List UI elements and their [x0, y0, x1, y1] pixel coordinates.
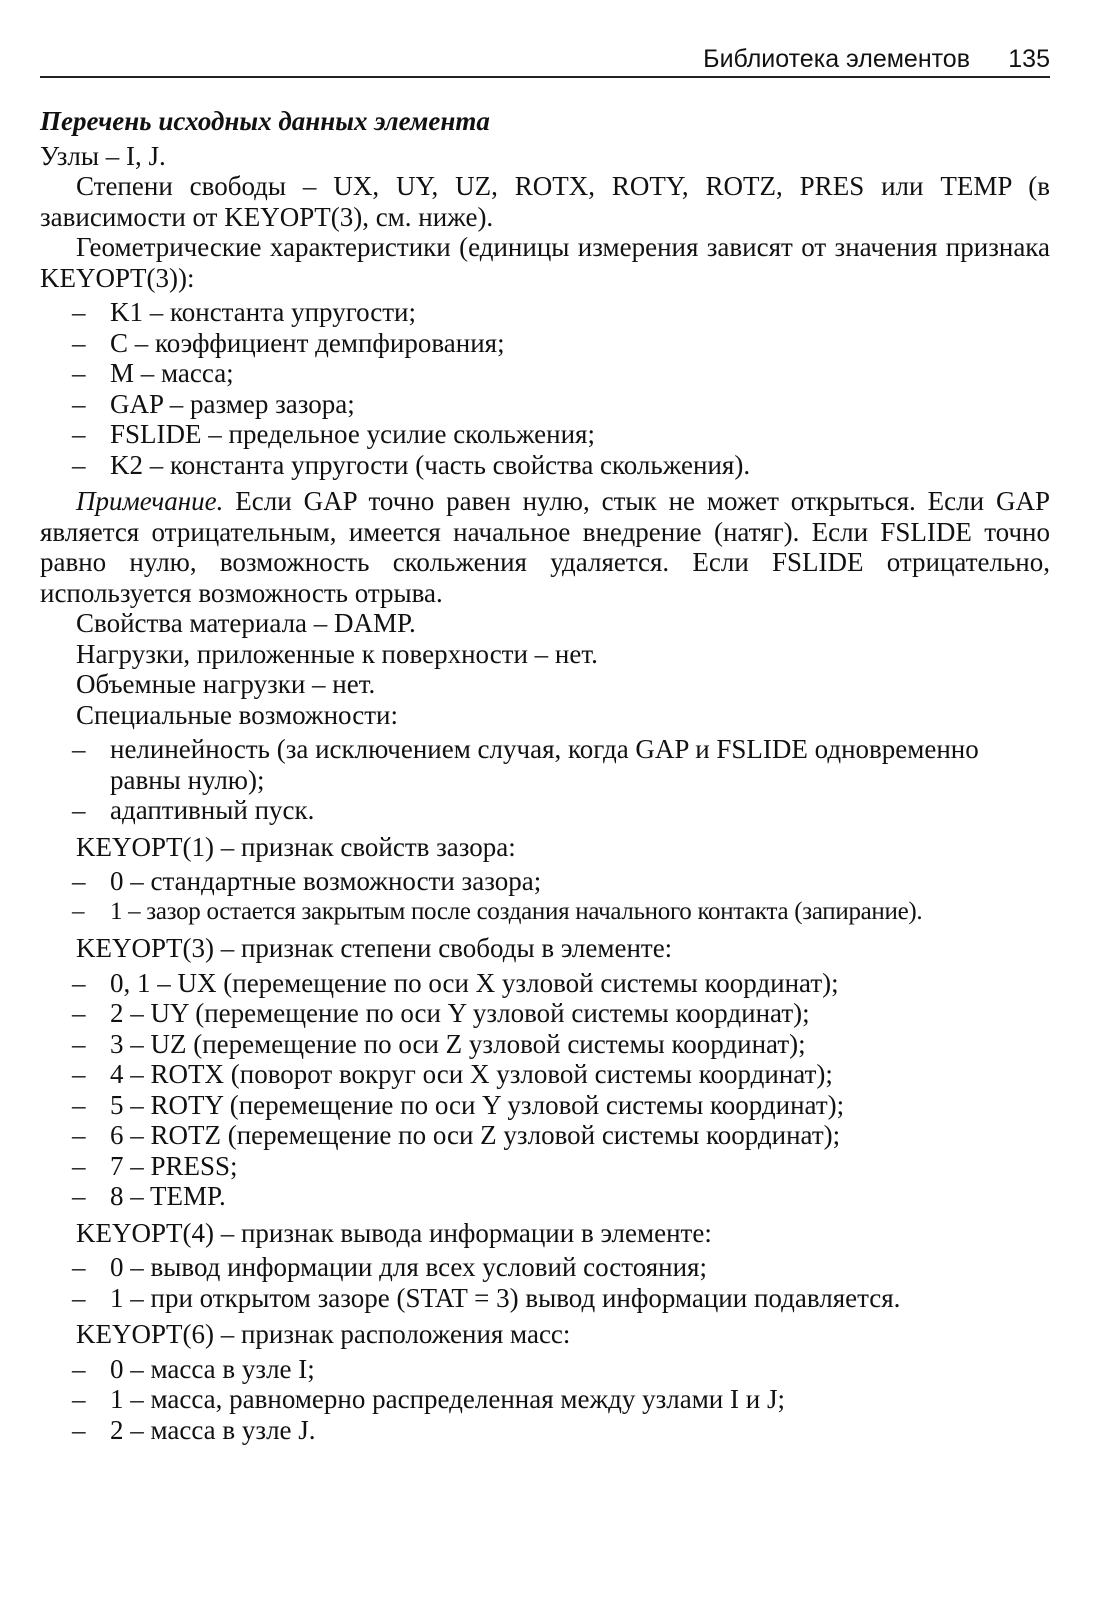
keyopt3-list: [40, 968, 1050, 1212]
section-heading: Перечень исходных данных элемента: [40, 106, 490, 136]
keyopt1-list: [40, 866, 1050, 927]
list-item: – 2 – масса в узле J.: [72, 1414, 316, 1445]
list-item: – 0, 1 – UX (перемещение по оси X узловой системы координат);: [72, 967, 839, 998]
list-item: – адаптивный пуск.: [72, 795, 315, 825]
list-item: – 0 – масса в узле I;: [72, 1353, 315, 1384]
keyopt6-list: [40, 1354, 1050, 1446]
list-item: – K1 – константа упругости;: [72, 297, 417, 327]
keyopt3-intro: KEYOPT(3) – признак степени свободы в элементе:: [76, 933, 673, 963]
keyopt4-list: [40, 1252, 1050, 1313]
list-item: – 4 – ROTX (поворот вокруг оси X узловой системы координат);: [72, 1059, 833, 1089]
running-header: [40, 40, 1050, 78]
keyopt6-intro: KEYOPT(6) – признак расположения масс:: [76, 1319, 571, 1349]
dof-paragraph: Степени свободы – UX, UY, UZ, ROTX, ROTY, ROTZ, PRES или TEMP (в зависимости от KEYOPT(3), см. ниже).: [40, 171, 1050, 232]
note-label: Примечание.: [76, 486, 224, 516]
list-item: – 0 – вывод информации для всех условий состояния;: [72, 1252, 707, 1282]
body-loads-line: Объемные нагрузки – нет.: [76, 669, 376, 699]
note-paragraph: [40, 486, 1050, 608]
geometry-list: [40, 297, 1050, 480]
list-item: – 1 – зазор остается закрытым после создания начального контакта (запирание).: [72, 897, 923, 925]
list-item: – C – коэффициент демпфирования;: [72, 327, 505, 358]
page-number: 135: [1008, 45, 1050, 73]
special-list: [40, 734, 1050, 826]
page-content: [40, 106, 1050, 1451]
list-item: – 1 – масса, равномерно распределенная между узлами I и J;: [72, 1384, 785, 1414]
list-item: – FSLIDE – предельное усилие скольжения;: [72, 419, 595, 449]
list-item: – 7 – PRESS;: [72, 1150, 238, 1181]
list-item: – 1 – при открытом зазоре (STAT = 3) вывод информации подавляется.: [72, 1282, 901, 1313]
list-item: – нелинейность (за исключением случая, когда GAP и FSLIDE одновременно равны нулю);: [72, 734, 979, 795]
list-item: – K2 – константа упругости (часть свойства скольжения).: [72, 449, 751, 480]
list-item: – 6 – ROTZ (перемещение по оси Z узловой системы координат);: [72, 1120, 841, 1150]
keyopt1-intro: KEYOPT(1) – признак свойств зазора:: [76, 831, 516, 862]
list-item: – 5 – ROTY (перемещение по оси Y узловой системы координат);: [72, 1089, 845, 1120]
material-line: Свойства материала – DAMP.: [76, 608, 416, 638]
keyopt4-intro: KEYOPT(4) – признак вывода информации в элементе:: [76, 1217, 712, 1248]
nodes-line: Узлы – I, J.: [40, 140, 166, 171]
note-text: Если GAP точно равен нулю, стык не может открыться. Если GAP является отрицательным, имеется начальное внедрение (натяг). Если FSLIDE точно равно нулю, возможность скольжения удаляется. Если FSLIDE отрицательно, используется возможность отрыва.: [40, 486, 1050, 608]
special-intro: Специальные возможности:: [76, 699, 398, 730]
geometry-intro: Геометрические характеристики (единицы измерения зависят от значения признака KEYOPT(3)):: [40, 232, 1050, 293]
surface-loads-line: Нагрузки, приложенные к поверхности – нет.: [76, 638, 598, 669]
list-item: – M – масса;: [72, 358, 234, 388]
list-item: – 3 – UZ (перемещение по оси Z узловой системы координат);: [72, 1028, 806, 1059]
header-title: Библиотека элементов: [703, 45, 970, 73]
list-item: – 0 – стандартные возможности зазора;: [72, 866, 542, 896]
list-item: – GAP – размер зазора;: [72, 388, 355, 419]
list-item: – 8 – TEMP.: [72, 1181, 226, 1211]
list-item: – 2 – UY (перемещение по оси Y узловой системы координат);: [72, 998, 810, 1028]
